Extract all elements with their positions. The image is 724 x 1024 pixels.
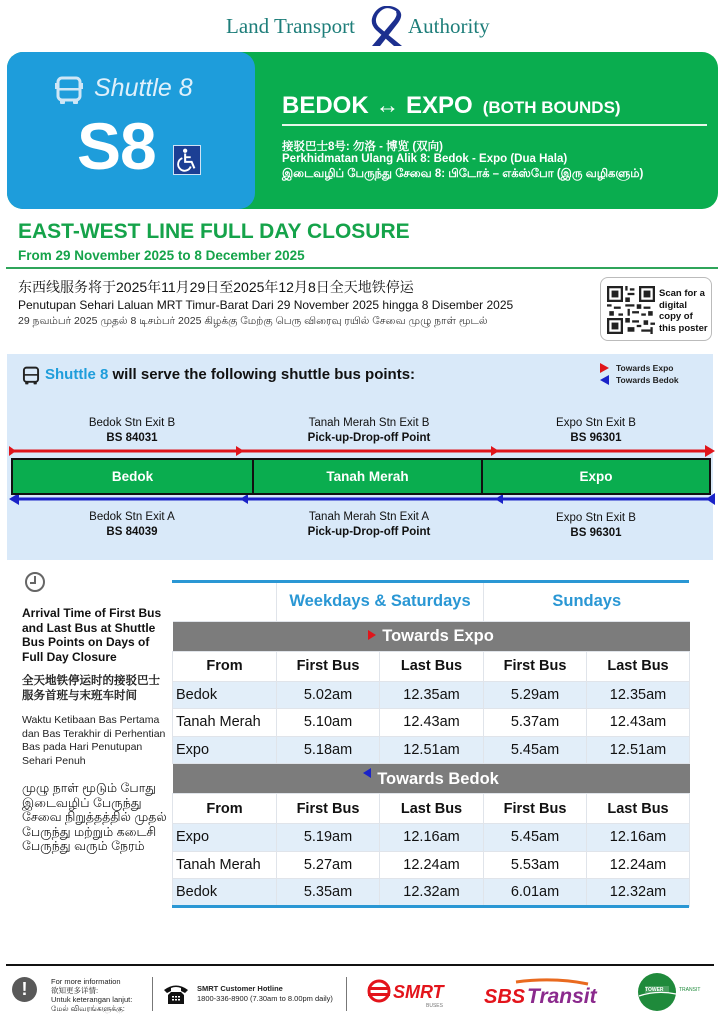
- cell-time: 12.16am: [380, 824, 484, 852]
- cell-time: 12.24am: [380, 851, 484, 879]
- cell-time: 12.43am: [380, 709, 484, 737]
- table-row: [173, 879, 690, 907]
- more-info-tamil: மேல் விவரங்களுக்கு:: [51, 1004, 125, 1013]
- bus-icon: [55, 76, 83, 106]
- stop-name: Bedok Stn Exit A: [89, 511, 175, 523]
- sbs-transit-logo: [484, 975, 614, 1009]
- period-header-row: [173, 583, 690, 621]
- route-bounds: (BOTH BOUNDS): [482, 98, 621, 117]
- table-row: [173, 736, 690, 764]
- customer-hotline: [197, 984, 333, 1004]
- cell-time: 12.51am: [587, 736, 690, 764]
- cell-from: Expo: [173, 824, 277, 852]
- direction-label: Towards Expo: [382, 626, 494, 645]
- cell-from: Tanah Merah: [173, 709, 277, 737]
- stop-towards-bedok: [481, 511, 711, 541]
- stop-code: BS 96301: [570, 432, 622, 444]
- direction-label: Towards Bedok: [377, 770, 499, 788]
- segment-tanah-merah: Tanah Merah: [254, 460, 483, 493]
- stop-name: Bedok Stn Exit B: [88, 417, 176, 429]
- legend-item-towards-bedok: [598, 374, 679, 386]
- blue-triangle-icon: [600, 375, 609, 385]
- route-title: [282, 92, 621, 120]
- lta-logo: [226, 6, 498, 48]
- column-header-row: [173, 651, 690, 681]
- cell-time: 12.32am: [587, 879, 690, 907]
- footer-separator: [152, 977, 153, 1011]
- segment-bedok: Bedok: [13, 460, 254, 493]
- column-header: First Bus: [277, 651, 380, 681]
- timetable-intro-chinese: 全天地铁停运时的接驳巴士服务首班与末班车时间: [22, 675, 160, 702]
- table-row: [173, 681, 690, 709]
- closure-message-chinese: 东西线服务将于2025年11月29日至2025年12月8日全天地铁停运: [18, 279, 414, 295]
- smrt-logo-text: SMRT: [393, 982, 444, 1002]
- shuttle-label: Shuttle 8: [94, 74, 193, 102]
- cell-time: 5.37am: [484, 709, 587, 737]
- closure-message-malay: Penutupan Sehari Laluan MRT Timur-Barat Dari 29 November 2025 hingga 8 Disember 2025: [18, 298, 514, 312]
- red-triangle-icon: [368, 630, 376, 640]
- cell-time: 6.01am: [484, 879, 587, 907]
- route-subtitle-tamil: இடைவழிப் பேருந்து சேவை 8: பிடோக் – எக்ஸ்போ (இரு வழிகளும்): [282, 168, 644, 180]
- stop-code: Pick-up-Drop-off Point: [307, 432, 431, 444]
- qr-code-card[interactable]: [600, 277, 712, 341]
- stop-name: Expo Stn Exit B: [556, 417, 636, 429]
- cell-time: 5.35am: [277, 879, 380, 907]
- shuttle-points-title-rest: will serve the following shuttle bus points:: [108, 366, 416, 383]
- smrt-logo-subtext: BUSES: [426, 1003, 443, 1009]
- column-header: Last Bus: [380, 794, 484, 824]
- direction-legend: [598, 362, 679, 386]
- direction-row: [173, 621, 690, 651]
- legend-label: Towards Expo: [616, 363, 674, 373]
- cell-from: Tanah Merah: [173, 851, 277, 879]
- closure-title: EAST-WEST LINE FULL DAY CLOSURE: [18, 220, 410, 243]
- cell-time: 5.27am: [277, 851, 380, 879]
- timetable-bottom-rule: [172, 905, 689, 908]
- route-subtitle-malay: Perkhidmatan Ulang Alik 8: Bedok - Expo (Dua Hala): [282, 153, 568, 165]
- towards-expo-arrow: [9, 445, 715, 457]
- more-info-chinese: 欲知更多详情:: [51, 986, 99, 995]
- cell-time: 12.32am: [380, 879, 484, 907]
- shuttle-points-title: [45, 366, 415, 383]
- timetable-intro-malay: Waktu Ketibaan Bas Pertama dan Bas Terakhir di Perhentian Bas pada Hari Penutupan Sehari Penuh: [22, 714, 166, 767]
- cell-time: 12.51am: [380, 736, 484, 764]
- tower-logo-text: TOWER: [645, 987, 664, 993]
- more-info-english: For more information: [51, 977, 121, 986]
- wheelchair-accessible-icon: [173, 145, 201, 175]
- cell-time: 5.18am: [277, 736, 380, 764]
- clock-icon: [24, 571, 46, 593]
- lta-logo-text-left: Land Transport: [226, 14, 355, 38]
- segment-expo: Expo: [579, 469, 613, 484]
- footer-separator: [346, 977, 347, 1011]
- cell-from: Bedok: [173, 681, 277, 709]
- period-weekdays-saturdays: Weekdays & Saturdays: [277, 583, 484, 621]
- smrt-buses-logo: [366, 975, 458, 1009]
- shuttle-points-title-highlight: Shuttle 8: [45, 366, 109, 383]
- cell-from: Expo: [173, 736, 277, 764]
- column-header: Last Bus: [380, 651, 484, 681]
- lta-ribbon-icon: [364, 6, 408, 48]
- column-header-row: [173, 794, 690, 824]
- more-info-text: [51, 977, 132, 1013]
- timetable-intro-english: Arrival Time of First Bus and Last Bus at Shuttle Bus Points on Days of Full Day Closure: [22, 606, 162, 664]
- stop-code: BS 84039: [106, 526, 158, 538]
- route-segments-bar: [11, 458, 711, 495]
- cell-from: Bedok: [173, 879, 277, 907]
- qr-code-icon[interactable]: [607, 286, 655, 334]
- cell-time: 12.43am: [587, 709, 690, 737]
- tower-transit-logo-text: TRANSIT: [679, 987, 701, 993]
- table-row: [173, 709, 690, 737]
- column-header: First Bus: [277, 794, 380, 824]
- hotline-title: SMRT Customer Hotline: [197, 984, 283, 993]
- table-row: [173, 851, 690, 879]
- timetable-intro: [22, 606, 168, 854]
- route-title-main: BEDOK ↔ EXPO: [282, 92, 473, 119]
- direction-towards-bedok: [173, 764, 690, 794]
- info-exclamation-icon: !: [12, 977, 37, 1002]
- stop-code: BS 84031: [106, 432, 158, 444]
- sbs-logo-text: SBS: [484, 986, 526, 1008]
- footer-divider: [6, 964, 714, 966]
- cell-time: 12.24am: [587, 851, 690, 879]
- column-header: First Bus: [484, 651, 587, 681]
- stop-towards-bedok: [254, 510, 484, 540]
- lta-logo-text-right: Authority: [408, 14, 490, 38]
- column-header: From: [173, 794, 277, 824]
- cell-time: 12.35am: [587, 681, 690, 709]
- tower-transit-logo: [637, 970, 713, 1014]
- cell-time: 5.29am: [484, 681, 587, 709]
- red-triangle-icon: [600, 363, 609, 373]
- column-header: First Bus: [484, 794, 587, 824]
- closure-message-tamil: 29 நவம்பர் 2025 முதல் 8 டிசம்பர் 2025 கிழக்கு மேற்கு பெரு விரைவு ரயில் சேவை முழு நாள் மூடல்: [18, 315, 488, 327]
- cell-time: 12.16am: [587, 824, 690, 852]
- stop-name: Tanah Merah Stn Exit A: [308, 511, 430, 523]
- closure-divider: [6, 267, 718, 269]
- direction-row: [173, 764, 690, 794]
- more-info-malay: Untuk keterangan lanjut:: [51, 995, 133, 1004]
- stop-code: Pick-up-Drop-off Point: [307, 526, 431, 538]
- timetable: [172, 580, 689, 907]
- legend-item-towards-expo: [598, 362, 679, 374]
- route-subtitle-chinese: 接驳巴士8号: 勿洛 - 博览 (双向): [282, 141, 443, 153]
- stop-code: BS 96301: [570, 527, 622, 539]
- timetable-intro-tamil: முழு நாள் மூடும் போது இடைவழிப் பேருந்து சேவை நிறுத்தத்தில் முதல் பேருந்து மற்றும் கடைசி பேருந்து வரும் நேரம்: [22, 781, 167, 853]
- stop-towards-bedok: [17, 510, 247, 540]
- stop-name: Tanah Merah Stn Exit B: [308, 417, 430, 429]
- blue-triangle-icon: [363, 768, 371, 778]
- cell-time: 5.10am: [277, 709, 380, 737]
- telephone-icon: [163, 983, 189, 1005]
- closure-dates: From 29 November 2025 to 8 December 2025: [18, 248, 305, 263]
- qr-caption: Scan for a digital copy of this poster: [659, 288, 708, 334]
- table-row: [173, 824, 690, 852]
- direction-towards-expo: [173, 621, 690, 651]
- cell-time: 5.53am: [484, 851, 587, 879]
- cell-time: 5.19am: [277, 824, 380, 852]
- cell-time: 5.45am: [484, 824, 587, 852]
- column-header: Last Bus: [587, 794, 690, 824]
- cell-time: 5.45am: [484, 736, 587, 764]
- stop-name: Expo Stn Exit B: [556, 512, 636, 524]
- bus-icon: [22, 366, 40, 386]
- legend-label: Towards Bedok: [616, 375, 679, 385]
- transit-logo-text: Transit: [527, 985, 597, 1008]
- route-title-divider: [282, 124, 707, 126]
- hotline-number: 1800-336-8900 (7.30am to 8.00pm daily): [197, 994, 333, 1003]
- service-code: S8: [77, 109, 156, 183]
- cell-time: 12.35am: [380, 681, 484, 709]
- column-header: From: [173, 651, 277, 681]
- cell-time: 5.02am: [277, 681, 380, 709]
- column-header: Last Bus: [587, 651, 690, 681]
- period-sundays: Sundays: [484, 583, 690, 621]
- empty-header-cell: [173, 583, 277, 621]
